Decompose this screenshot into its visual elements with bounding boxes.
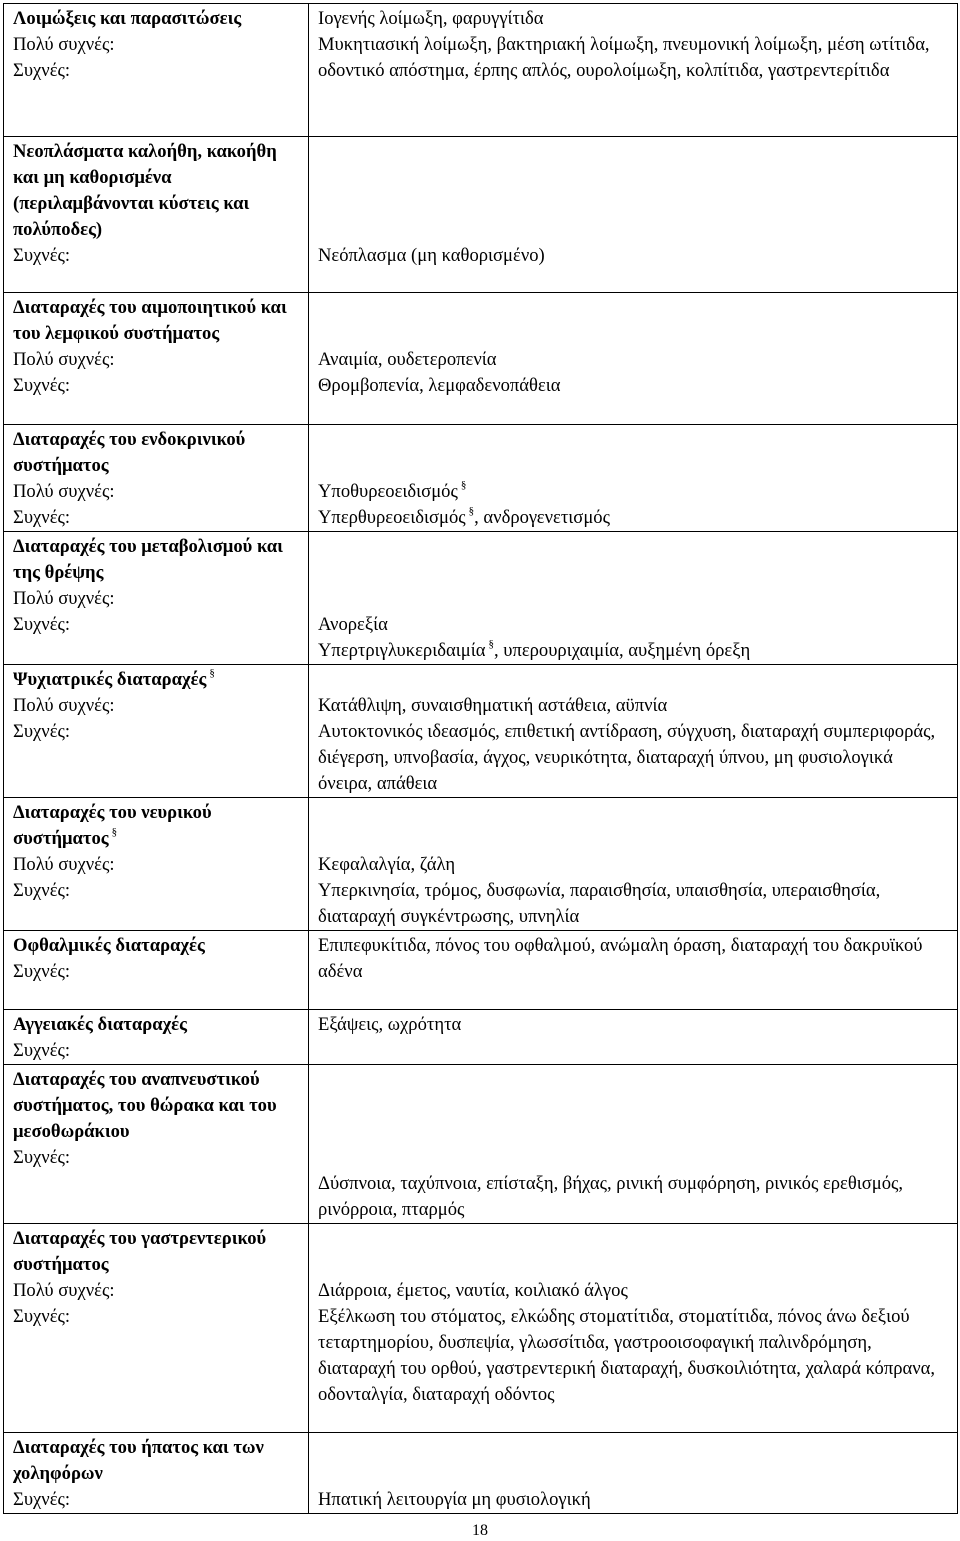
page-number: 18 — [472, 1522, 488, 1539]
reaction-text: Υπερτριγλυκεριδαιμία — [318, 640, 486, 661]
soc-heading: Διαταραχές του ήπατος και των χοληφόρων — [13, 1437, 264, 1484]
table-row — [4, 1224, 958, 1433]
soc-heading: Διαταραχές του αιμοποιητικού και του λεμφικού συστήματος — [13, 297, 287, 344]
frequency-label: Πολύ συχνές: — [13, 34, 115, 55]
frequency-label: Συχνές: — [13, 614, 71, 635]
soc-heading: Νεοπλάσματα καλοήθη, κακοήθη και μη καθορισμένα (περιλαμβάνονται κύστεις και πολύποδες) — [13, 141, 277, 240]
reactions-cell — [309, 798, 958, 931]
soc-heading: Οφθαλμικές διαταραχές — [13, 935, 205, 956]
soc-cell — [4, 1433, 309, 1514]
reaction-text: Εξάψεις, ωχρότητα — [318, 1014, 462, 1035]
reaction-text: Θρομβοπενία, λεμφαδενοπάθεια — [318, 375, 561, 396]
soc-cell — [4, 798, 309, 931]
footnote-mark: § — [460, 479, 467, 491]
table-row — [4, 293, 958, 425]
reaction-text: Κατάθλιψη, συναισθηματική αστάθεια, αϋπνία — [318, 695, 668, 716]
frequency-label: Συχνές: — [13, 375, 71, 396]
soc-heading-line — [13, 667, 301, 693]
spacer — [318, 1435, 950, 1487]
reactions-cell — [309, 665, 958, 798]
table-row — [4, 137, 958, 293]
spacer — [318, 667, 950, 693]
soc-cell — [4, 137, 309, 293]
table-row — [4, 931, 958, 1010]
reaction-text: Δύσπνοια, ταχύπνοια, επίσταξη, βήχας, ρινική συμφόρηση, ρινικός ερεθισμός, ρινόρροια, πταρμός — [318, 1173, 904, 1220]
reaction-text: Μυκητιασική λοίμωξη, βακτηριακή λοίμωξη, πνευμονική λοίμωξη, μέση ωτίτιδα, οδοντικό απόστημα, έρπης απλός, ουρολοίμωξη, κολπίτιδα, γαστρεντερίτιδα — [318, 34, 930, 81]
reaction-text: Ανορεξία — [318, 614, 388, 635]
reaction-text: Υπερθυρεοειδισμός — [318, 507, 466, 528]
table-row — [4, 665, 958, 798]
soc-cell — [4, 1010, 309, 1065]
reactions-cell — [309, 293, 958, 425]
frequency-label: Συχνές: — [13, 880, 71, 901]
reaction-text: Κεφαλαλγία, ζάλη — [318, 854, 456, 875]
frequency-label: Συχνές: — [13, 721, 71, 742]
spacer — [318, 427, 950, 479]
soc-cell — [4, 425, 309, 532]
table-row — [4, 532, 958, 665]
reaction-text: Αυτοκτονικός ιδεασμός, επιθετική αντίδραση, σύγχυση, διαταραχή συμπεριφοράς, διέγερση, υπνοβασία, άγχος, νευρικότητα, διαταραχή ύπνου, μη φυσιολογικά όνειρα, απάθεια — [318, 721, 936, 794]
reactions-cell — [309, 1224, 958, 1433]
soc-heading: Ψυχιατρικές διαταραχές — [13, 669, 207, 690]
soc-cell — [4, 1065, 309, 1224]
reaction-text: Επιπεφυκίτιδα, πόνος του οφθαλμού, ανώμαλη όραση, διαταραχή του δακρυϊκού αδένα — [318, 935, 923, 982]
table-row — [4, 425, 958, 532]
spacer — [318, 139, 950, 243]
soc-cell — [4, 4, 309, 137]
frequency-label: Πολύ συχνές: — [13, 349, 115, 370]
frequency-label: Συχνές: — [13, 1306, 71, 1327]
adverse-reactions-table — [3, 3, 958, 1514]
reactions-cell — [309, 1433, 958, 1514]
spacer — [318, 1226, 950, 1278]
footnote-mark: § — [209, 667, 215, 679]
reactions-cell — [309, 931, 958, 1010]
frequency-label: Συχνές: — [13, 961, 71, 982]
soc-heading-line — [13, 800, 301, 852]
spacer — [318, 1067, 950, 1171]
reaction-text: Ηπατική λειτουργία μη φυσιολογική — [318, 1489, 591, 1510]
soc-cell — [4, 293, 309, 425]
frequency-label: Συχνές: — [13, 245, 71, 266]
spacer — [318, 295, 950, 347]
reaction-text: Διάρροια, έμετος, ναυτία, κοιλιακό άλγος — [318, 1280, 628, 1301]
soc-cell — [4, 931, 309, 1010]
soc-heading: Διαταραχές του γαστρεντερικού συστήματος — [13, 1228, 267, 1275]
reactions-cell — [309, 137, 958, 293]
footnote-mark: § — [468, 505, 475, 517]
frequency-label: Πολύ συχνές: — [13, 588, 115, 609]
reaction-text: Νεόπλασμα (μη καθορισμένο) — [318, 245, 545, 266]
frequency-label: Πολύ συχνές: — [13, 854, 115, 875]
reaction-line — [318, 479, 950, 505]
table-row — [4, 798, 958, 931]
soc-cell — [4, 532, 309, 665]
reactions-cell — [309, 4, 958, 137]
soc-heading: Αγγειακές διαταραχές — [13, 1014, 187, 1035]
soc-heading: Λοιμώξεις και παρασιτώσεις — [13, 8, 242, 29]
soc-heading: Διαταραχές του μεταβολισμού και της θρέψης — [13, 536, 283, 583]
soc-heading: Διαταραχές του ενδοκρινικού συστήματος — [13, 429, 246, 476]
frequency-label: Συχνές: — [13, 1489, 71, 1510]
reaction-text: , ανδρογενετισμός — [474, 507, 610, 528]
reactions-cell — [309, 1065, 958, 1224]
reactions-cell — [309, 532, 958, 665]
reaction-text: Ιογενής λοίμωξη, φαρυγγίτιδα — [318, 8, 544, 29]
reaction-text: Εξέλκωση του στόματος, ελκώδης στοματίτιδα, στοματίτιδα, πόνος άνω δεξιού τεταρτημορίου, δυσπεψία, γλωσσίτιδα, γαστροοισοφαγική παλινδρόμηση, διαταραχή του ορθού, γαστρεντερική διαταραχή, δυσκοιλιότητα, χαλαρά κόπρανα, οδονταλγία, διαταραχή οδόντος — [318, 1306, 936, 1405]
frequency-label: Πολύ συχνές: — [13, 1280, 115, 1301]
table-row — [4, 4, 958, 137]
soc-cell — [4, 1224, 309, 1433]
reaction-text: Υποθυρεοειδισμός — [318, 481, 458, 502]
table-row — [4, 1433, 958, 1514]
frequency-label: Συχνές: — [13, 1147, 71, 1168]
frequency-label: Συχνές: — [13, 507, 71, 528]
soc-heading: Διαταραχές του νευρικού συστήματος — [13, 802, 212, 849]
footnote-mark: § — [111, 826, 118, 838]
soc-heading: Διαταραχές του αναπνευστικού συστήματος, του θώρακα και του μεσοθωράκιου — [13, 1069, 277, 1142]
reaction-text: Υπερκινησία, τρόμος, δυσφωνία, παραισθησία, υπαισθησία, υπεραισθησία, διαταραχή συγκέντρωσης, υπνηλία — [318, 880, 881, 927]
spacer — [318, 800, 950, 852]
footnote-mark: § — [488, 638, 494, 650]
frequency-label: Συχνές: — [13, 1040, 71, 1061]
table-row — [4, 1010, 958, 1065]
reaction-text: Αναιμία, ουδετεροπενία — [318, 349, 497, 370]
reaction-line — [318, 505, 950, 531]
soc-cell — [4, 665, 309, 798]
spacer — [318, 534, 950, 612]
frequency-label: Πολύ συχνές: — [13, 481, 115, 502]
table-row — [4, 1065, 958, 1224]
reaction-line — [318, 638, 950, 664]
reactions-cell — [309, 1010, 958, 1065]
frequency-label: Πολύ συχνές: — [13, 695, 115, 716]
reaction-text: , υπερουριχαιμία, αυξημένη όρεξη — [493, 640, 751, 661]
reactions-cell — [309, 425, 958, 532]
frequency-label: Συχνές: — [13, 60, 71, 81]
